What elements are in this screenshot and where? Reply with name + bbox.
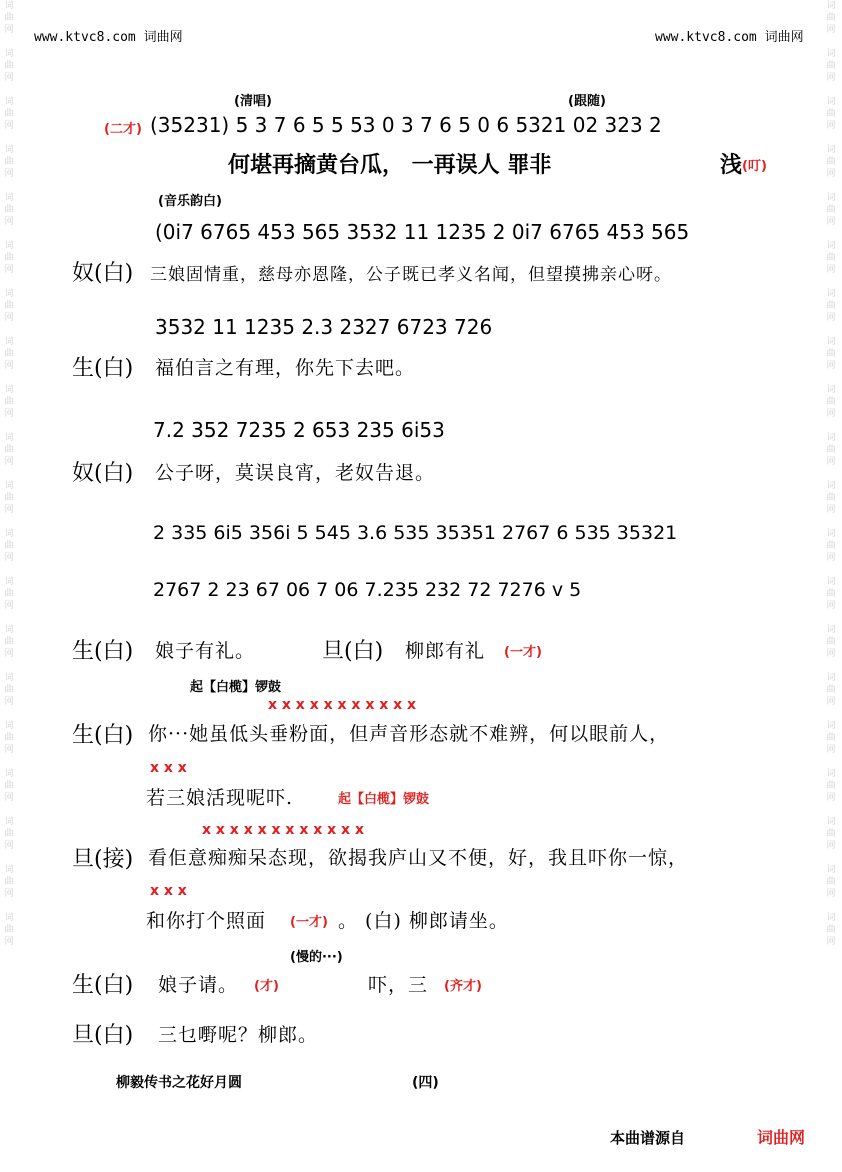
intro-lyric-end: 浅 (720, 152, 743, 178)
intro-notes: (35231) 5 3 7 6 5 5 53 0 3 7 6 5 0 6 5321 02 323 2 (150, 113, 662, 137)
x-marks-4: x x x (150, 883, 187, 899)
footer-title: 柳毅传书之花好月圆 (116, 1075, 242, 1091)
qi-label-2: 起【白榄】锣鼓 (338, 792, 430, 807)
yicai-label-2: (一才) (290, 915, 328, 930)
mande-label: (慢的···) (290, 950, 343, 965)
gensui-label: (跟随) (568, 94, 606, 109)
cai-label: (才) (254, 979, 279, 994)
speech-6: 看佢意痴痴呆态现，欲揭我庐山又不便，好，我且吓你一惊， (148, 847, 689, 869)
speech-7: 娘子请。 (158, 974, 239, 996)
role-sheng-2: 生(白) (72, 639, 134, 664)
role-sheng-4: 生(白) (72, 973, 134, 998)
speech-8: 三乜嘢呢？柳郎。 (158, 1024, 319, 1046)
x-marks-2: x x x (150, 760, 187, 776)
notes-line-5: 2767 2 23 67 06 7 06 7.235 232 72 7276 v 5 (153, 579, 582, 601)
x-marks-3: x x x x x x x x x x x x (202, 822, 364, 838)
role-sheng-1: 生(白) (72, 356, 134, 381)
header-left: www.ktvc8.com 词曲网 (34, 30, 183, 45)
footer-source: 本曲谱源自 (610, 1129, 686, 1147)
ding-label: (叮) (742, 159, 767, 174)
speech-6-cont-b: 。 (白) 柳郎请坐。 (338, 910, 509, 932)
role-dan-2: 旦(接) (72, 847, 134, 872)
footer-page: (四) (412, 1075, 439, 1091)
ercai-label: (二才) (104, 122, 142, 137)
speech-5: 你···她虽低头垂粉面，但声音形态就不难辨，何以眼前人， (148, 723, 670, 745)
speech-2: 福伯言之有理，你先下去吧。 (155, 357, 416, 379)
role-dan-1: 旦(白) (322, 639, 384, 664)
role-sheng-3: 生(白) (72, 723, 134, 748)
speech-4b: 柳郎有礼 (405, 640, 486, 662)
role-dan-3: 旦(白) (72, 1023, 134, 1048)
qi-label-1: 起【白榄】锣鼓 (190, 680, 282, 695)
role-nu-1: 奴(白) (72, 261, 134, 286)
notes-line-2: 3532 11 1235 2.3 2327 6723 726 (155, 315, 493, 339)
role-nu-2: 奴(白) (72, 461, 134, 486)
notes-line-3: 7.2 352 7235 2 653 235 6i53 (153, 418, 445, 442)
notes-line-1: (0i7 6765 453 565 3532 11 1235 2 0i7 6765 453 565 (155, 220, 690, 244)
speech-6-cont-a: 和你打个照面 (146, 910, 267, 932)
intro-lyric: 何堪再摘黄台瓜， 一再误人 罪非 (228, 152, 552, 178)
yinyue-label: (音乐韵白) (158, 194, 222, 209)
footer-brand[interactable]: 词曲网 (757, 1128, 806, 1147)
header-right: www.ktvc8.com 词曲网 (655, 30, 804, 45)
watermark-right: 词曲网 词曲网 词曲网 词曲网 词曲网 词曲网 词曲网 词曲网 词曲网 词曲网 词曲网 词曲网 词曲网 词曲网 词曲网 词曲网 词曲网 词曲网 词曲网 词曲网 (826, 1, 836, 947)
speech-5-cont: 若三娘活现呢吓. (146, 787, 294, 809)
qicai-label: (齐才) (444, 979, 482, 994)
speech-7-mid: 吓，三 (368, 974, 429, 996)
x-marks-1: x x x x x x x x x x x (268, 697, 417, 713)
speech-3: 公子呀，莫误良宵，老奴告退。 (155, 462, 436, 484)
notes-line-4: 2 335 6i5 356i 5 545 3.6 535 35351 2767 6 535 35321 (153, 522, 678, 544)
yicai-label-1: (一才) (504, 645, 542, 660)
qingchang-label: (清唱) (234, 94, 272, 109)
speech-1: 三娘固情重，慈母亦恩隆，公子既已孝义名闻，但望摸拂亲心呀。 (150, 265, 672, 285)
watermark-left: 词曲网 词曲网 词曲网 词曲网 词曲网 词曲网 词曲网 词曲网 词曲网 词曲网 词曲网 词曲网 词曲网 词曲网 词曲网 词曲网 词曲网 词曲网 词曲网 词曲网 (4, 1, 14, 947)
speech-4: 娘子有礼。 (155, 640, 256, 662)
